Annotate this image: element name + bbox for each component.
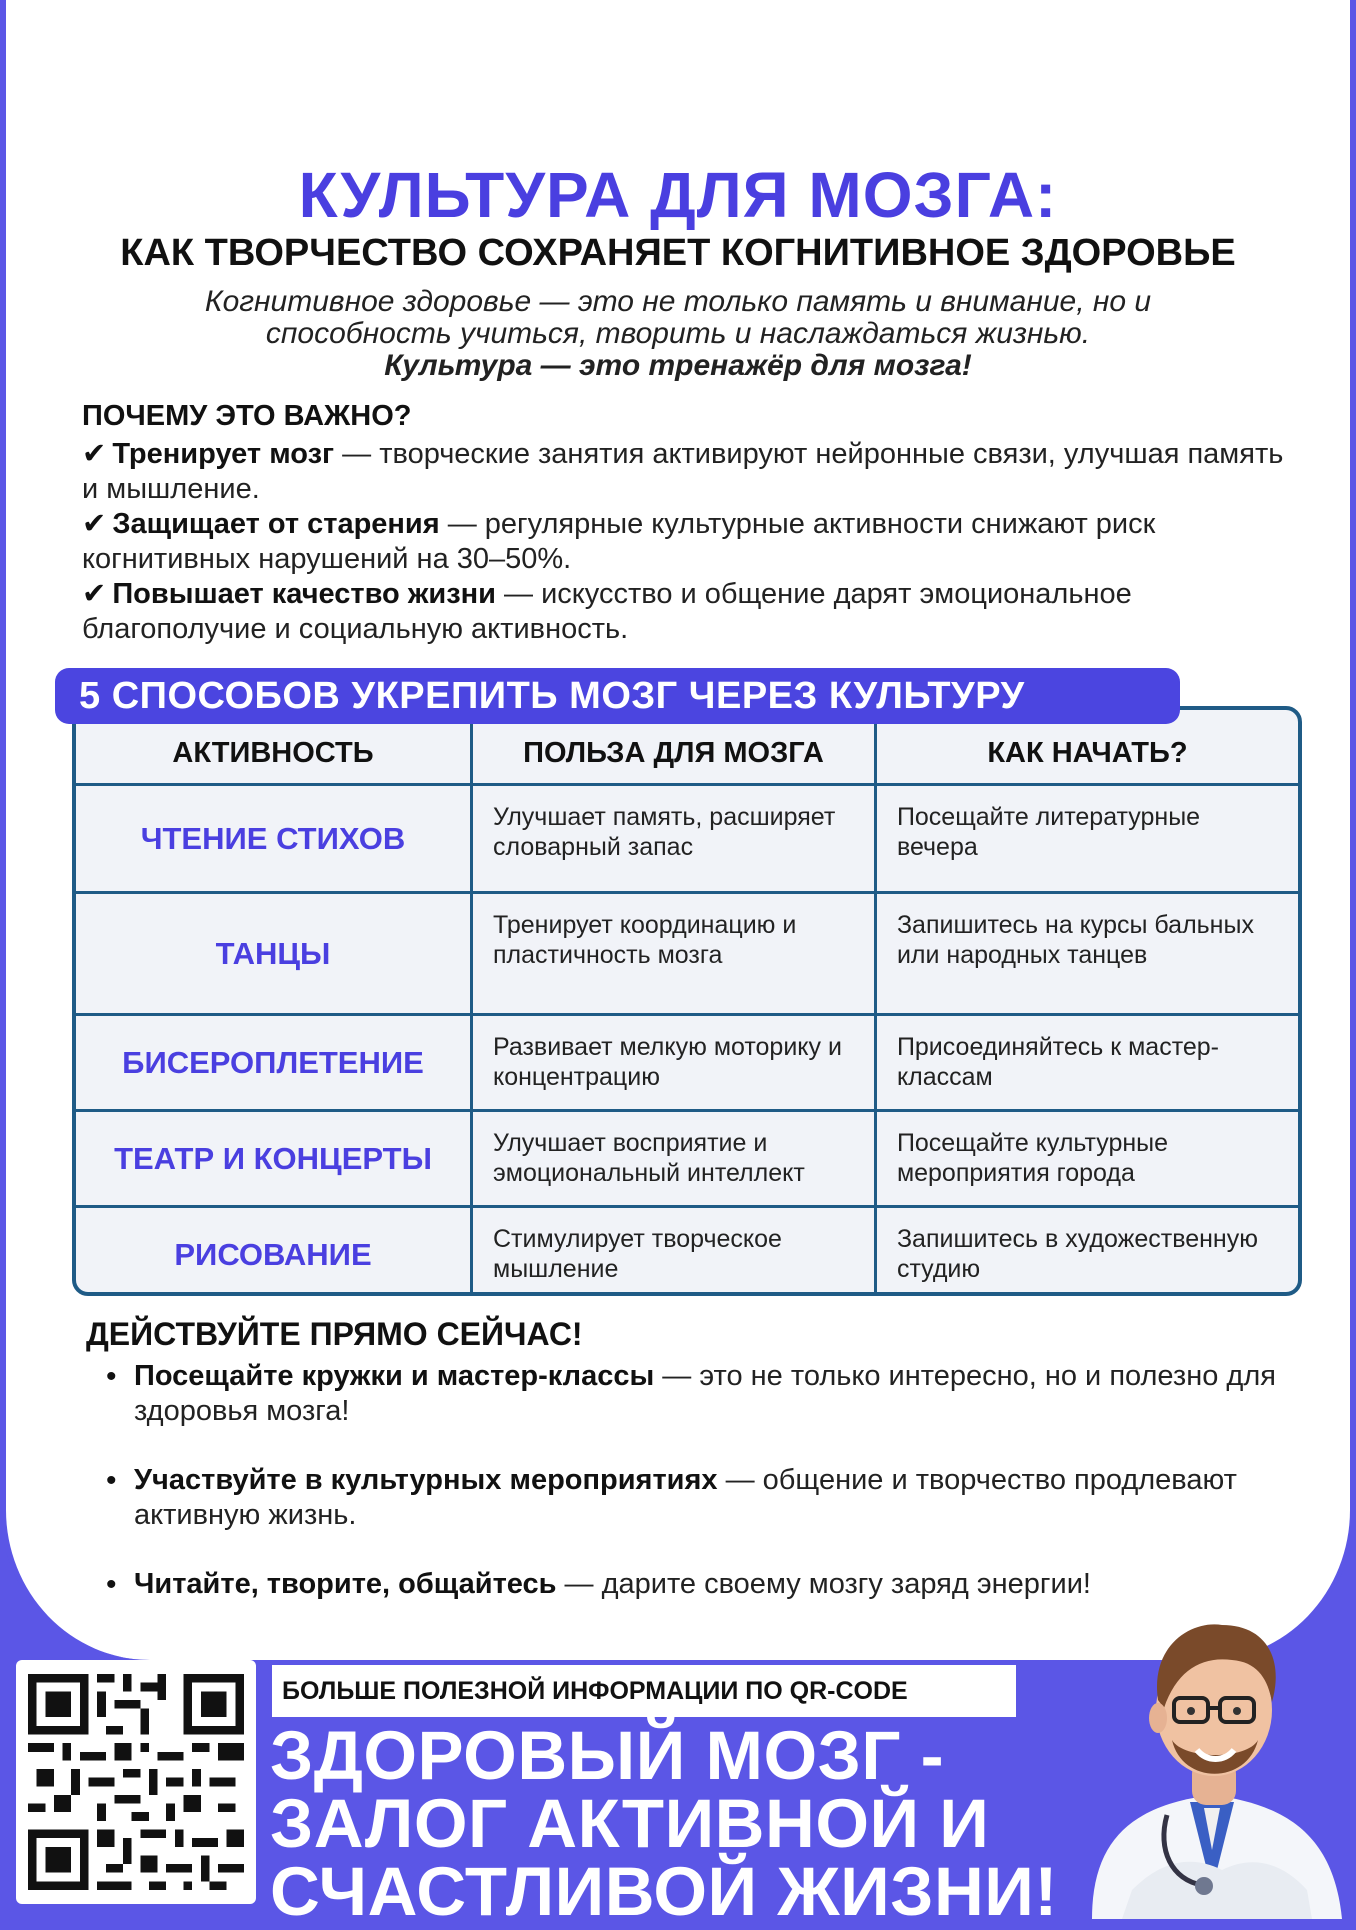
why-item xyxy=(82,437,1302,507)
table-row xyxy=(76,1207,1298,1297)
table-row xyxy=(76,1015,1298,1111)
why-item xyxy=(82,507,1302,577)
activity-cell: РИСОВАНИЕ xyxy=(76,1207,472,1297)
activity-cell: ЧТЕНИЕ СТИХОВ xyxy=(76,785,472,893)
action-heading: ДЕЙСТВУЙТЕ ПРЯМО СЕЙЧАС! xyxy=(86,1316,583,1352)
slogan-line-3: СЧАСТЛИВОЙ ЖИЗНИ! xyxy=(270,1853,1058,1930)
slogan xyxy=(270,1717,1090,1930)
why-item xyxy=(82,577,1302,647)
action-item-bold: Читайте, творите, общайтесь xyxy=(134,1568,557,1600)
benefit-cell: Улучшает память, расширяет словарный запас xyxy=(472,785,876,893)
table-row xyxy=(76,893,1298,1015)
slogan-line-1: ЗДОРОВЫЙ МОЗГ - xyxy=(270,1717,945,1794)
check-icon: ✔ xyxy=(82,508,107,540)
activity-cell: ТАНЦЫ xyxy=(76,893,472,1015)
check-icon: ✔ xyxy=(82,438,107,470)
more-info-banner: БОЛЬШЕ ПОЛЕЗНОЙ ИНФОРМАЦИИ ПО QR-CODE xyxy=(272,1665,1016,1717)
why-item-bold: Повышает качество жизни xyxy=(112,578,496,610)
why-heading: ПОЧЕМУ ЭТО ВАЖНО? xyxy=(82,400,412,432)
action-item-bold: Посещайте кружки и мастер-классы xyxy=(134,1360,655,1392)
action-section xyxy=(86,1316,1286,1636)
table-row xyxy=(76,1111,1298,1207)
benefit-cell: Улучшает восприятие и эмоциональный интеллект xyxy=(472,1111,876,1207)
why-item-text: — творческие занятия активируют нейронные связи, улучшая память и мышление. xyxy=(82,438,1284,505)
benefit-cell: Развивает мелкую моторику и концентрацию xyxy=(472,1015,876,1111)
start-cell: Запишитесь на курсы бальных или народных танцев xyxy=(875,893,1298,1015)
page-title: КУЛЬТУРА ДЛЯ МОЗГА: xyxy=(298,159,1058,231)
list-item xyxy=(86,1359,1286,1429)
activity-cell: ТЕАТР И КОНЦЕРТЫ xyxy=(76,1111,472,1207)
column-header-start: КАК НАЧАТЬ? xyxy=(875,710,1298,785)
intro-bold: Культура — это тренажёр для мозга! xyxy=(384,349,972,382)
benefit-cell: Стимулирует творческое мышление xyxy=(472,1207,876,1297)
list-item xyxy=(86,1463,1286,1533)
check-icon: ✔ xyxy=(82,578,107,610)
start-cell: Присоединяйтесь к мастер-классам xyxy=(875,1015,1298,1111)
why-section xyxy=(82,400,1302,647)
action-item-text: — это не только интересно, но и полезно для здоровья мозга! xyxy=(134,1360,1276,1427)
why-item-text: — регулярные культурные активности снижают риск когнитивных нарушений на 30–50%. xyxy=(82,508,1156,575)
column-header-activity: АКТИВНОСТЬ xyxy=(76,710,472,785)
qr-code-icon[interactable] xyxy=(16,1660,256,1904)
doctor-illustration xyxy=(1072,1590,1356,1919)
ways-banner: 5 СПОСОБОВ УКРЕПИТЬ МОЗГ ЧЕРЕЗ КУЛЬТУРУ xyxy=(55,668,1180,724)
start-cell: Посещайте культурные мероприятия города xyxy=(875,1111,1298,1207)
slogan-line-2: ЗАЛОГ АКТИВНОЙ И xyxy=(270,1785,990,1862)
action-item-bold: Участвуйте в культурных мероприятиях xyxy=(134,1464,718,1496)
action-list xyxy=(86,1359,1286,1602)
benefit-cell: Тренирует координацию и пластичность мозга xyxy=(472,893,876,1015)
table-row xyxy=(76,785,1298,893)
ways-table xyxy=(72,706,1302,1296)
intro-text xyxy=(0,286,1356,382)
why-item-bold: Тренирует мозг xyxy=(112,438,335,470)
page-subtitle: КАК ТВОРЧЕСТВО СОХРАНЯЕТ КОГНИТИВНОЕ ЗДОРОВЬЕ xyxy=(120,232,1236,274)
action-item-text: — дарите своему мозгу заряд энергии! xyxy=(556,1568,1091,1600)
action-item-text: — общение и творчество продлевают активную жизнь. xyxy=(134,1464,1237,1531)
activity-cell: БИСЕРОПЛЕТЕНИЕ xyxy=(76,1015,472,1111)
intro-line-1: Когнитивное здоровье — это не только память и внимание, но и xyxy=(204,285,1152,318)
intro-line-2: способность учиться, творить и наслаждаться жизнью. xyxy=(265,317,1091,350)
why-item-text: — искусство и общение дарят эмоциональное благополучие и социальную активность. xyxy=(82,578,1132,645)
start-cell: Запишитесь в художественную студию xyxy=(875,1207,1298,1297)
start-cell: Посещайте литературные вечера xyxy=(875,785,1298,893)
why-item-bold: Защищает от старения xyxy=(112,508,440,540)
column-header-benefit: ПОЛЬЗА ДЛЯ МОЗГА xyxy=(472,710,876,785)
